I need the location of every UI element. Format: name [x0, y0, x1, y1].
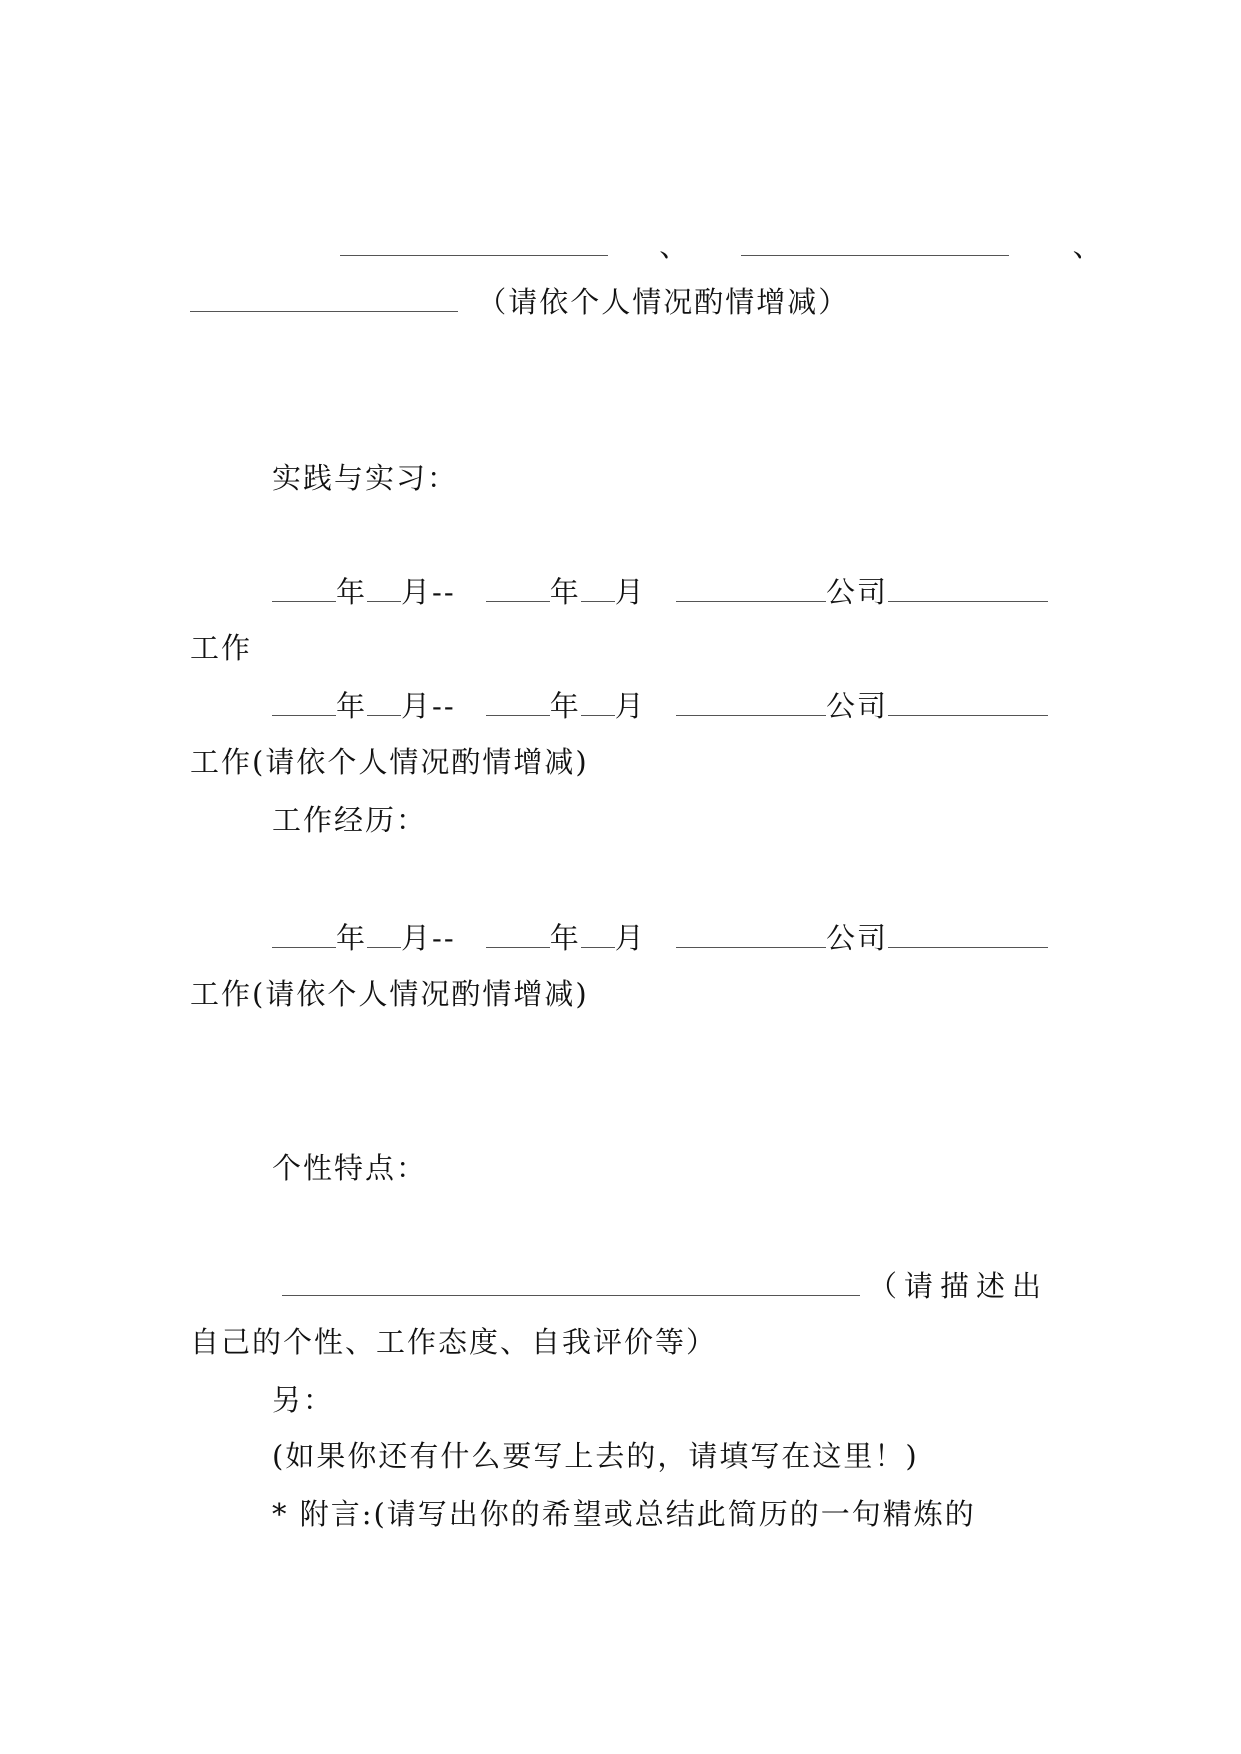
practice-entry-2-work [190, 742, 589, 782]
position-field[interactable] [888, 689, 1048, 716]
work-history-heading: 工作经历： [272, 803, 428, 837]
end-year-field[interactable] [486, 575, 550, 602]
practice-heading: 实践与实习： [272, 461, 459, 495]
skill-blank-1[interactable] [340, 229, 608, 256]
personality-heading: 个性特点： [272, 1151, 428, 1185]
skills-note: （请依个人情况酌情增减） [477, 285, 850, 319]
position-field[interactable] [888, 921, 1048, 948]
practice-note: (请依个人情况酌情增减) [252, 745, 589, 779]
start-year-field[interactable] [272, 689, 336, 716]
start-year-field[interactable] [272, 921, 336, 948]
month-label: 月-- [401, 575, 456, 609]
month-label: 月 [614, 575, 646, 609]
month-label: 月-- [401, 921, 456, 955]
skill-blank-3[interactable] [190, 285, 458, 312]
company-field[interactable] [676, 921, 826, 948]
end-month-field[interactable] [581, 921, 615, 948]
month-label: 月-- [401, 689, 456, 723]
start-year-field[interactable] [272, 575, 336, 602]
year-label: 年 [336, 921, 368, 955]
end-year-field[interactable] [486, 689, 550, 716]
company-label: 公司 [825, 921, 888, 955]
start-month-field[interactable] [367, 575, 401, 602]
skills-blank-line [340, 226, 1104, 266]
work-label: 工作 [190, 745, 253, 779]
work-entry-1 [272, 918, 1048, 958]
work-note: (请依个人情况酌情增减) [252, 977, 589, 1011]
month-label: 月 [614, 921, 646, 955]
year-label: 年 [336, 689, 368, 723]
other-heading: 另： [272, 1383, 335, 1417]
practice-entry-1-work: 工作 [190, 631, 253, 665]
start-month-field[interactable] [367, 921, 401, 948]
end-month-field[interactable] [581, 575, 615, 602]
personality-hint: （请描述出 [867, 1269, 1048, 1303]
year-label: 年 [549, 689, 581, 723]
postscript: * 附言:(请写出你的希望或总结此简历的一句精炼的 [272, 1497, 976, 1531]
company-field[interactable] [676, 689, 826, 716]
company-field[interactable] [676, 575, 826, 602]
end-year-field[interactable] [486, 921, 550, 948]
practice-entry-1 [272, 572, 1048, 612]
year-label: 年 [336, 575, 368, 609]
skill-separator: 、 [659, 229, 691, 263]
company-label: 公司 [825, 689, 888, 723]
personality-line [282, 1266, 1048, 1306]
other-note: (如果你还有什么要写上去的，请填写在这里！) [272, 1439, 919, 1473]
skills-blank-line-2 [190, 282, 849, 322]
position-field[interactable] [888, 575, 1048, 602]
company-label: 公司 [825, 575, 888, 609]
personality-field[interactable] [282, 1269, 860, 1296]
skill-separator: 、 [1072, 229, 1104, 263]
month-label: 月 [614, 689, 646, 723]
end-month-field[interactable] [581, 689, 615, 716]
practice-entry-2 [272, 686, 1048, 726]
start-month-field[interactable] [367, 689, 401, 716]
year-label: 年 [549, 921, 581, 955]
work-entry-1-work [190, 974, 589, 1014]
skill-blank-2[interactable] [741, 229, 1009, 256]
personality-hint-2: 自己的个性、工作态度、自我评价等） [190, 1325, 718, 1359]
work-label: 工作 [190, 977, 253, 1011]
year-label: 年 [549, 575, 581, 609]
